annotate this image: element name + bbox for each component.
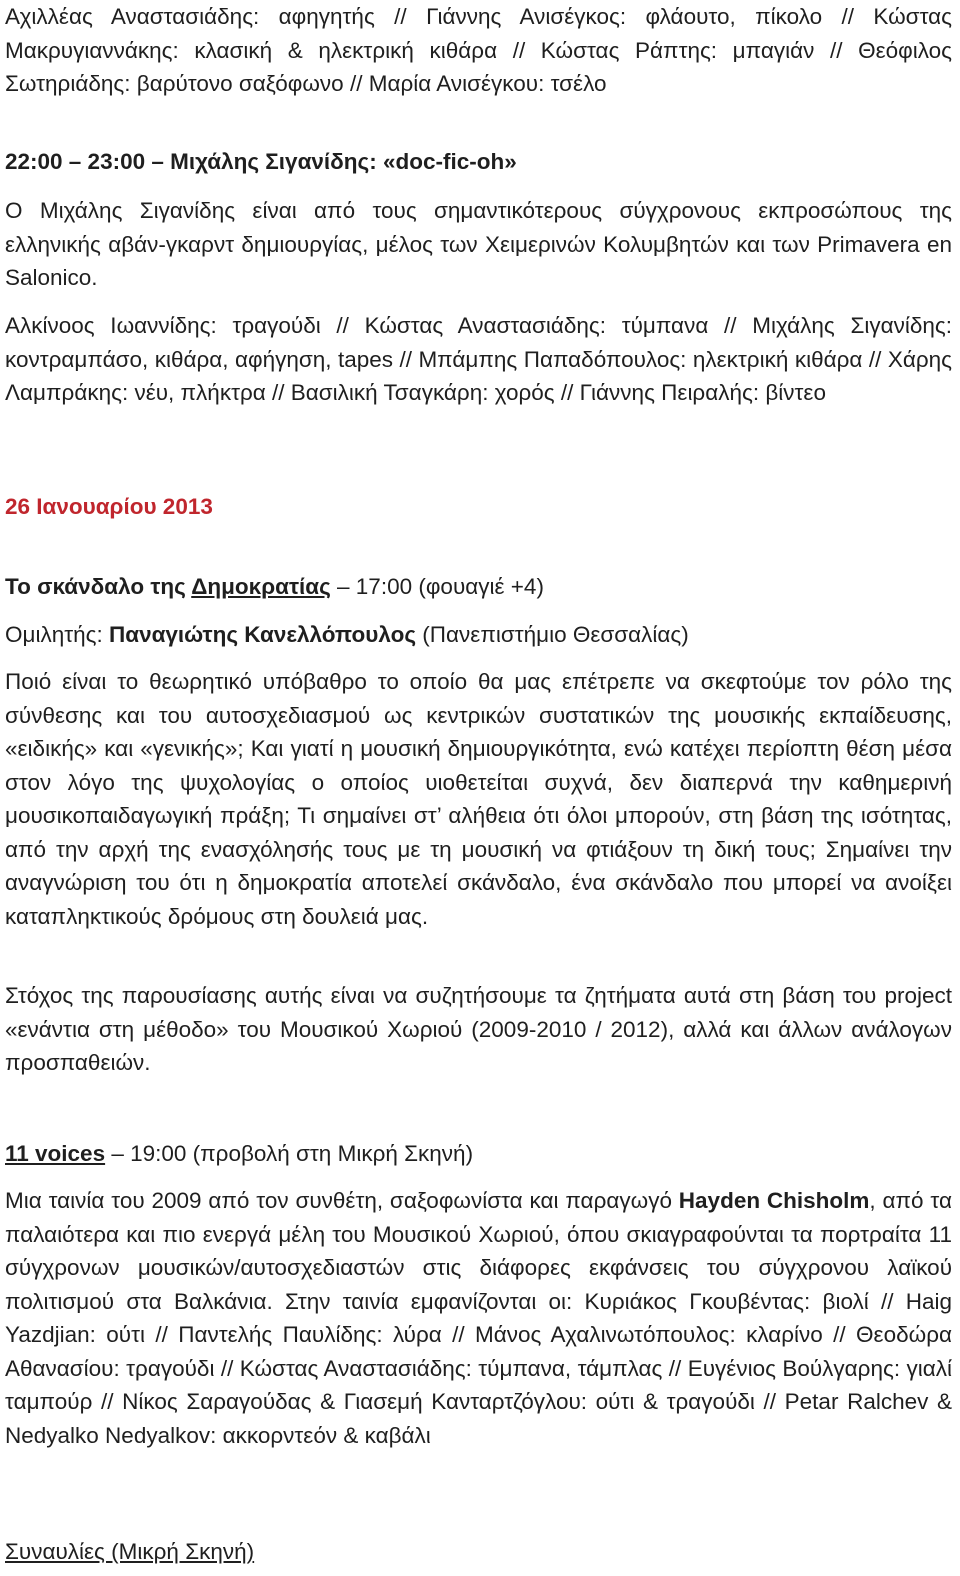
scandal-speaker-line — [5, 618, 952, 652]
voices-heading — [5, 1137, 952, 1171]
speaker-label: Ομιλητής: — [5, 622, 109, 647]
scandal-paragraph-2: Στόχος της παρουσίασης αυτής είναι να συζητήσουμε τα ζητήματα αυτά στη βάση του project «ενάντια στη μέθοδο» του Μουσικού Χωριού (2009-2010 / 2012), αλλά και άλλων ανάλογων προσπαθειών. — [5, 983, 952, 1075]
voices-desc-part1: Μια ταινία του 2009 από τον συνθέτη, σαξοφωνίστα και παραγωγό — [5, 1188, 679, 1213]
date-heading: 26 Ιανουαρίου 2013 — [5, 494, 213, 519]
voices-description — [5, 1184, 952, 1452]
speaker-name: Παναγιώτης Κανελλόπουλος — [108, 622, 417, 647]
intro-credits: Αχιλλέας Αναστασιάδης: αφηγητής // Γιάννης Ανισέγκος: φλάουτο, πίκολο // Κώστας Μακρυγιαννάκης: κλασική & ηλεκτρική κιθάρα // Κώστας Ράπτης: μπαγιάν // Θεόφιλος Σωτηριάδης: βαρύτονο σαξόφωνο // Μαρία Ανισέγκου: τσέλο — [5, 4, 952, 96]
scandal-time: – 17:00 (φουαγιέ +4) — [330, 574, 544, 599]
voices-time: – 19:00 (προβολή στη Μικρή Σκηνή) — [105, 1141, 474, 1166]
scandal-paragraph-1: Ποιό είναι το θεωρητικό υπόβαθρο το οποίο θα μας επέτρεπε να σκεφτούμε τον ρόλο της σύνθεσης και του αυτοσχεδιασμού ως κεντρικών συστατικών της μουσικής εκπαίδευσης, «ειδικής» και «γενικής»; Και γιατί η μουσική δημιουργικότητα, ενώ κατέχει περίοπτη θέση μέσα στον λόγο της ψυχολογίας ο οποίος υιοθετείται συχνά, δεν διαπερνά την καθημερινή μουσικοπαιδαγωγική πράξη; Τι σημαίνει στ’ αλήθεια ότι όλοι μπορούν, στη βάση της ισότητας, από την αρχή της ενασχόλησής τους με τη μουσική να φτιάξουν τη δική τους; Σημαίνει την αναγνώριση του ότι η δημοκρατία αποτελεί σκάνδαλο, ένα σκάνδαλο που μπορεί να ανοίξει καταπληκτικούς δρόμους στη δουλειά μας. — [5, 669, 952, 929]
scandal-title-underlined: Δημοκρατίας — [191, 574, 331, 599]
sigganidis-credits: Αλκίνοος Ιωαννίδης: τραγούδι // Κώστας Αναστασιάδης: τύμπανα // Μιχάλης Σιγανίδης: κοντραμπάσο, κιθάρα, αφήγηση, tapes // Μπάμπης Παπαδόπουλος: ηλεκτρική κιθάρα // Χάρης Λαμπράκης: νέυ, πλήκτρα // Βασιλική Τσαγκάρη: χορός // Γιάννης Πειραλής: βίντεο — [5, 313, 952, 405]
voices-desc-part2: , από τα παλαιότερα και πιο ενεργά μέλη του Μουσικού Χωριού, όπου σκιαγραφούνται τα πορτραίτα 11 σύγχρονων μουσικών/αυτοσχεδιαστών στις διάφορες εκφάνσεις του σύγχρονου λαϊκού πολιτισμού στα Βαλκάνια. Στην ταινία εμφανίζονται οι: Κυριάκος Γκουβέντας: βιολί // Haig Yazdjian: ούτι // Παντελής Παυλίδης: λύρα // Μάνος Αχαλινωτόπουλος: κλαρίνο // Θεοδώρα Αθανασίου: τραγούδι // Κώστας Αναστασιάδης: τύμπανα, τάμπλας // Ευγένιος Βούλγαρης: γιαλί ταμπούρ // Νίκος Σαραγούδας & Γιασεμή Κανταρτζόγλου: ούτι & τραγούδι // Petar Ralchev & Nedyalko Nedyalkov: ακκορντεόν & καβάλι — [5, 1188, 952, 1448]
sigganidis-heading: 22:00 – 23:00 – Μιχάλης Σιγανίδης: «doc-fic-oh» — [5, 149, 517, 174]
speaker-affiliation: (Πανεπιστήμιο Θεσσαλίας) — [416, 622, 689, 647]
sigganidis-description: Ο Μιχάλης Σιγανίδης είναι από τους σημαντικότερους σύγχρονους εκπροσώπους της ελληνικής αβάν-γκαρντ δημιουργίας, μέλος των Χειμερινών Κολυμβητών και των Primavera en Salonico. — [5, 198, 952, 290]
scandal-heading — [5, 570, 952, 604]
voices-director: Hayden Chisholm — [678, 1188, 870, 1213]
concerts-heading: Συναυλίες (Μικρή Σκηνή) — [5, 1539, 255, 1564]
scandal-title-prefix: Το σκάνδαλο της — [5, 574, 192, 599]
voices-title-underlined: 11 voices — [5, 1141, 106, 1166]
